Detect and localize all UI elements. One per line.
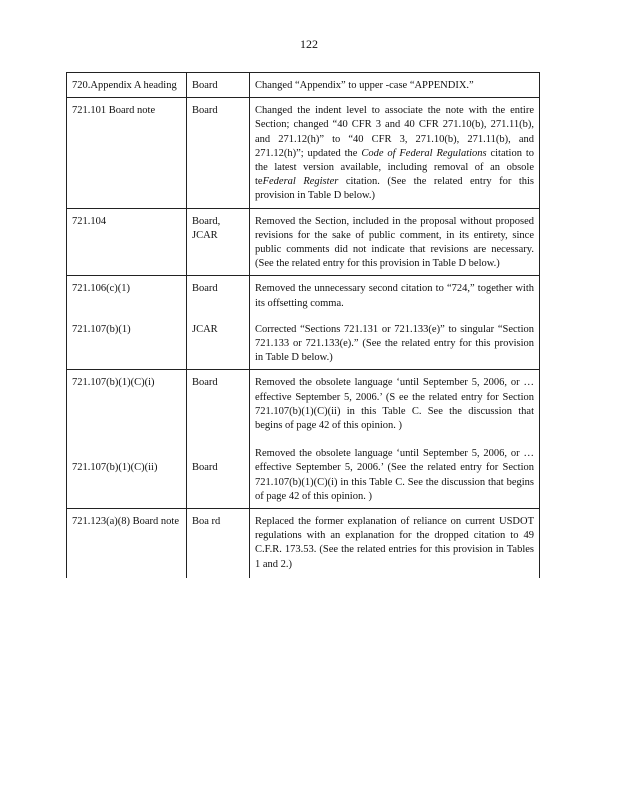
section-cell: 721.104 — [67, 208, 187, 276]
source-cell: Board — [187, 73, 250, 98]
source-cell: Board, JCAR — [187, 208, 250, 276]
source-entry: Board — [192, 461, 218, 473]
source-cell — [187, 276, 250, 370]
source-entry: Board — [192, 283, 218, 295]
section-cell — [67, 276, 187, 370]
source-entry: Board — [192, 377, 218, 389]
citation-title: Code of Federal Regulations — [361, 147, 487, 159]
table-row — [67, 370, 540, 509]
section-cell: 721.101 Board note — [67, 98, 187, 208]
description-entry: Removed the obsolete language ‘until September 5, 2006, or … effective September 5, 2006.’ (See the related entry for Section 721.107(b)(1)(C)(i) in this Table C. See the discussion that begins of page 42 of this opinion. ) — [255, 448, 534, 502]
description-entry: Removed the unnecessary second citation to “724,” together with its offsetting comma. — [255, 283, 534, 309]
description-cell: Changed “Appendix” to upper -case “APPENDIX.” — [250, 73, 540, 98]
section-entry: 721.107(b)(1)(C)(i) — [72, 377, 155, 389]
source-cell — [187, 370, 250, 509]
table-row — [67, 276, 540, 370]
section-cell — [67, 370, 187, 509]
description-cell: Replaced the former explanation of reliance on current USDOT regulations with an explanation for the dropped citation to 49 C.F.R. 173.53. (See the related entries for this provision in Tables 1 and 2.) — [250, 509, 540, 578]
page-number: 122 — [300, 37, 318, 51]
description-entry: Removed the obsolete language ‘until September 5, 2006, or … effective September 5, 2006.’ (S ee the related entry for Section 721.107(b)(1)(C)(ii) in this Table C. See the discussion that begins of page 42 of this opinion. ) — [255, 377, 534, 432]
citation-title: Federal Register — [262, 176, 339, 188]
description-entry: Corrected “Sections 721.131 or 721.133(e)” to singular “Section 721.133 or 721.133(e).” (See the related entry for this provision in Table D below.) — [255, 323, 534, 364]
description-cell — [250, 98, 540, 208]
source-entry: JCAR — [192, 323, 218, 335]
section-cell: 720.Appendix A heading — [67, 73, 187, 98]
table-row — [67, 98, 540, 208]
section-entry: 721.106(c)(1) — [72, 283, 131, 295]
description-text: citation to the latest version available, including removal of an obsole te — [255, 147, 534, 188]
description-cell — [250, 276, 540, 370]
source-cell: Board — [187, 98, 250, 208]
section-entry: 721.107(b)(1) — [72, 323, 131, 335]
section-entry: 721.107(b)(1)(C)(ii) — [72, 461, 158, 473]
source-cell: Boa rd — [187, 509, 250, 578]
description-cell: Removed the Section, included in the proposal without proposed revisions for the sake of public comment, in its entirety, since public comments did not indicate that revisions are necessary. (See the related entry for this provision in Table D below.) — [250, 208, 540, 276]
table-row — [67, 208, 540, 276]
description-cell — [250, 370, 540, 509]
section-cell: 721.123(a)(8) Board note — [67, 509, 187, 578]
description-text: citation. (See the related entry for this provision in Table D below.) — [255, 176, 534, 202]
table-row — [67, 73, 540, 98]
table-row — [67, 509, 540, 578]
description-text: Changed the indent level to associate the note with the entire Section; changed “40 CFR 3 and 40 CFR 271.10(b), 271.11(b), and 271.12(h)” to “40 CFR 3, 271.10(b), 271.11(b), and 271.12(h)”; updated the — [255, 105, 534, 159]
amendments-table — [66, 72, 540, 578]
